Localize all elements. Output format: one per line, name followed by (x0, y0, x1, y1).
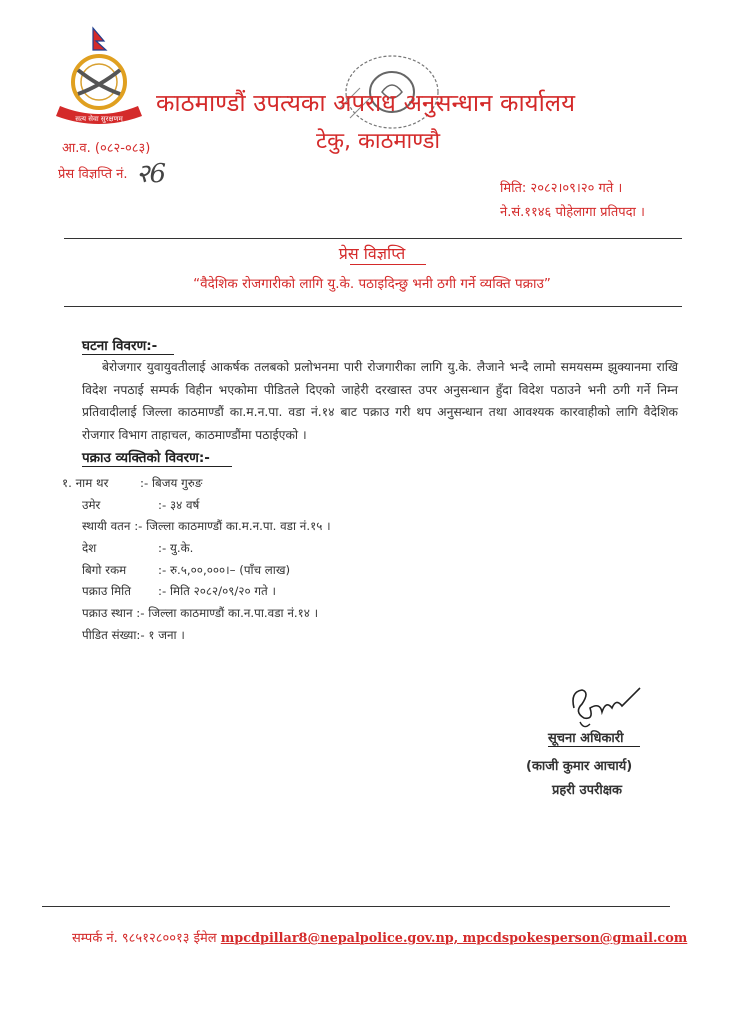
nepal-police-logo (46, 24, 156, 136)
detail-value: :- बिजय गुरुङ (140, 476, 203, 490)
signatory-name: (काजी कुमार आचार्य) (526, 759, 633, 774)
contact-emails[interactable]: mpcdpillar8@nepalpolice.gov.np, mpcdspokesperson@gmail.com (220, 931, 688, 946)
org-title: काठमाण्डौं उपत्यका अपराध अनुसन्धान कार्यालय (156, 89, 576, 117)
press-release-headline: “वैदेशिक रोजगारीको लागि यु.के. पठाइदिन्छु भनी ठगी गर्ने व्यक्ति पक्राउ” (193, 276, 551, 292)
detail-label: बिगो रकम (82, 562, 127, 577)
headline-divider (64, 306, 682, 307)
press-release-title: प्रेस विज्ञप्ति (338, 244, 406, 263)
detail-value: :- जिल्ला काठमाण्डौं का.म.न.पा. वडा नं.१५ । (134, 519, 331, 534)
top-divider (64, 238, 682, 239)
press-release-no-label: प्रेस विज्ञप्ति नं. (58, 167, 128, 182)
detail-row-arrest-date (62, 581, 331, 603)
arrested-details (62, 473, 331, 647)
press-release-no: २6 (136, 159, 167, 189)
detail-row-name (62, 473, 331, 495)
detail-value: :- यु.के. (158, 541, 194, 556)
incident-heading: घटना विवरण:- (82, 338, 158, 354)
detail-row-victims (62, 625, 331, 647)
footer-divider (42, 906, 670, 907)
detail-row-country (62, 538, 331, 560)
fiscal-year: आ.व. (०८२-०८३) (62, 141, 151, 156)
org-location: टेकु, काठमाण्डौ (316, 129, 441, 154)
contact-line (72, 928, 687, 946)
detail-label: पक्राउ स्थान (82, 606, 133, 621)
incident-heading-underline (82, 354, 174, 355)
detail-value: :- मिति २०८२/०९/२० गते । (158, 584, 276, 599)
signatory-title: सूचना अधिकारी (548, 731, 624, 746)
signatory-designation: प्रहरी उपरीक्षक (552, 783, 623, 798)
date-line: मिति: २०८२।०९।२० गते । (500, 181, 623, 196)
detail-row-amount (62, 560, 331, 582)
arrested-heading: पक्राउ व्यक्तिको विवरण:- (82, 450, 210, 466)
detail-label: १. नाम थर (62, 476, 109, 490)
title-underline (350, 264, 426, 265)
detail-row-age (62, 495, 331, 517)
contact-prefix: सम्पर्क नं. ९८५१२८००१३ ईमेल (72, 931, 217, 946)
detail-label: पीडित संख्या (82, 627, 137, 642)
detail-label: उमेर (82, 497, 101, 512)
handwritten-signature (560, 678, 650, 732)
nepal-sambat-line: ने.सं.११४६ पोहेलागा प्रतिपदा । (500, 205, 645, 220)
detail-label: स्थायी वतन (82, 519, 131, 534)
incident-text: बेरोजगार युवायुवतीलाई आकर्षक तलबको प्रलोभनमा पारी रोजगारीका लागि यु.के. लैजाने भन्दै लामो समयसम्म झुक्यानमा राखि विदेश नपठाई सम्पर्क विहीन भएकोमा पीडितले दिएको जाहेरी दरखास्त उपर अनुसन्धान हुँदा विदेश पठाउने भनी ठगी गर्ने निम्न प्रतिवादीलाई जिल्ला काठमाण्डौं का.म.न.पा. वडा नं.१४ बाट पक्राउ गरी थप अनुसन्धान तथा आवश्यक कारवाहीको लागि वैदेशिक रोजगार विभाग ताहाचल, काठमाण्डौंमा पठाईएको । (82, 360, 678, 442)
detail-row-address (62, 516, 331, 538)
signatory-title-underline (548, 746, 640, 747)
detail-value: :- जिल्ला काठमाण्डौं का.न.पा.वडा नं.१४ । (136, 606, 319, 621)
detail-value: :- रु.५,००,०००।– (पाँच लाख) (158, 562, 291, 577)
detail-value: :- ३४ वर्ष (158, 497, 200, 512)
detail-label: देश (82, 541, 97, 556)
detail-label: पक्राउ मिति (82, 584, 131, 599)
logo-motto: सत्य सेवा सुरक्षणम् (75, 115, 123, 123)
arrested-heading-underline (82, 466, 232, 467)
detail-row-arrest-place (62, 603, 331, 625)
detail-value: :- १ जना । (136, 627, 185, 642)
